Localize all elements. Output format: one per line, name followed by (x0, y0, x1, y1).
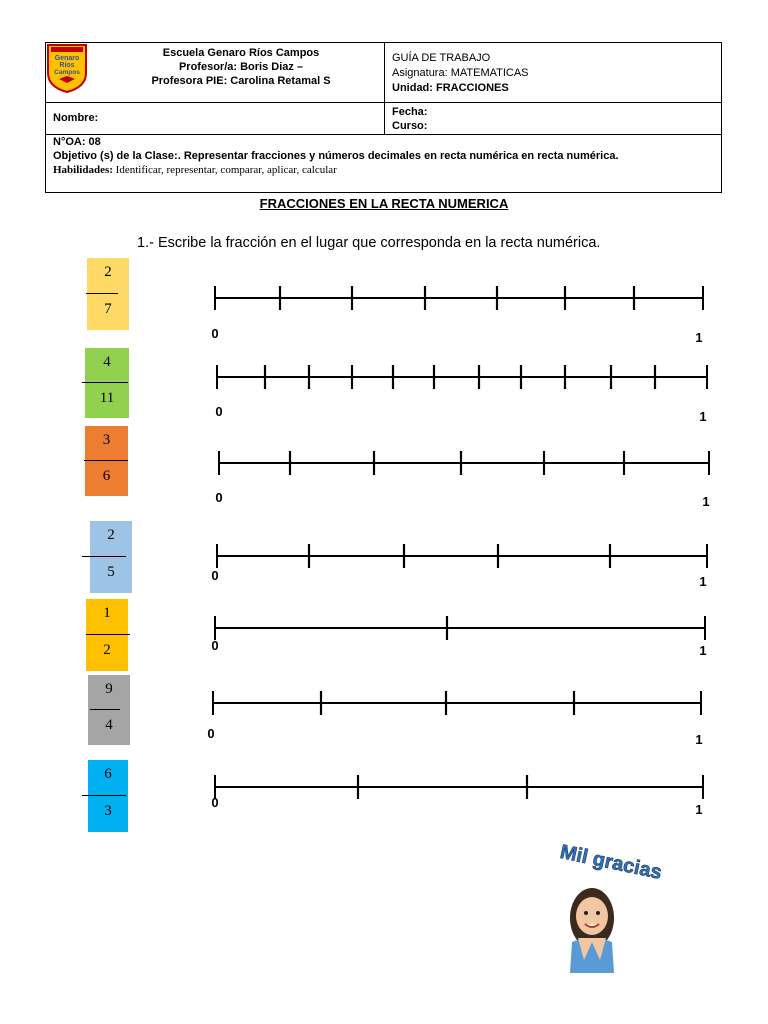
svg-text:Genaro: Genaro (54, 55, 80, 62)
course-field-label[interactable]: Curso: (392, 120, 428, 132)
number-line-label-start: 0 (211, 568, 219, 583)
fraction-denominator: 7 (104, 301, 112, 317)
name-field-label[interactable]: Nombre: (53, 112, 99, 124)
number-line-label-end: 1 (695, 330, 703, 345)
fraction-denominator: 4 (105, 717, 113, 733)
skills-text: Identificar, representar, comparar, aplicar, calcular (112, 164, 337, 176)
fraction-numerator: 1 (103, 605, 111, 621)
guide-title: GUÍA DE TRABAJO (392, 52, 491, 64)
skills-label: Habilidades: (53, 164, 113, 176)
number-line-label-end: 1 (699, 409, 707, 424)
fraction-denominator: 3 (104, 803, 112, 819)
fraction-denominator: 11 (99, 390, 115, 406)
fraction-numerator: 9 (105, 681, 113, 697)
number-line-label-start: 0 (215, 404, 223, 419)
fraction-denominator: 5 (107, 564, 115, 580)
fraction-numerator: 6 (104, 766, 112, 782)
svg-text:Ríos: Ríos (59, 62, 75, 69)
number-line-label-start: 0 (215, 490, 223, 505)
teacher-name: Profesor/a: Boris Diaz – (178, 61, 304, 73)
school-name: Escuela Genaro Ríos Campos (162, 47, 320, 59)
date-field-label[interactable]: Fecha: (392, 106, 428, 118)
unit: Unidad: FRACCIONES (392, 82, 509, 94)
class-objective: Objetivo (s) de la Clase:. Representar fracciones y números decimales en recta numérica en recta numérica. (53, 150, 619, 162)
number-line-label-end: 1 (699, 574, 707, 589)
number-line-label-end: 1 (695, 802, 703, 817)
number-line-label-start: 0 (211, 638, 219, 653)
thank-you-sticker-icon (548, 838, 688, 978)
number-line-label-start: 0 (211, 795, 219, 810)
number-line-label-end: 1 (702, 494, 710, 509)
fraction-denominator: 2 (103, 642, 111, 658)
number-line-label-end: 1 (695, 732, 703, 747)
subject: Asignatura: MATEMATICAS (392, 67, 529, 79)
number-line-label-end: 1 (699, 643, 707, 658)
fraction-numerator: 2 (104, 264, 112, 280)
fraction-numerator: 4 (103, 354, 111, 370)
sticker-text: Mil gracias (558, 840, 664, 884)
fraction-numerator: 2 (107, 527, 115, 543)
number-line-label-start: 0 (207, 726, 215, 741)
oa-number: N°OA: 08 (53, 136, 101, 148)
fraction-numerator: 3 (102, 432, 111, 448)
pie-teacher-name: Profesora PIE: Carolina Retamal S (151, 75, 331, 87)
exercise-instruction: 1.- Escribe la fracción en el lugar que corresponda en la recta numérica. (137, 235, 601, 251)
fraction-denominator: 6 (102, 468, 111, 484)
svg-text:Campos: Campos (54, 69, 80, 76)
page-title: FRACCIONES EN LA RECTA NUMERICA (259, 196, 509, 211)
number-line-label-start: 0 (211, 326, 219, 341)
